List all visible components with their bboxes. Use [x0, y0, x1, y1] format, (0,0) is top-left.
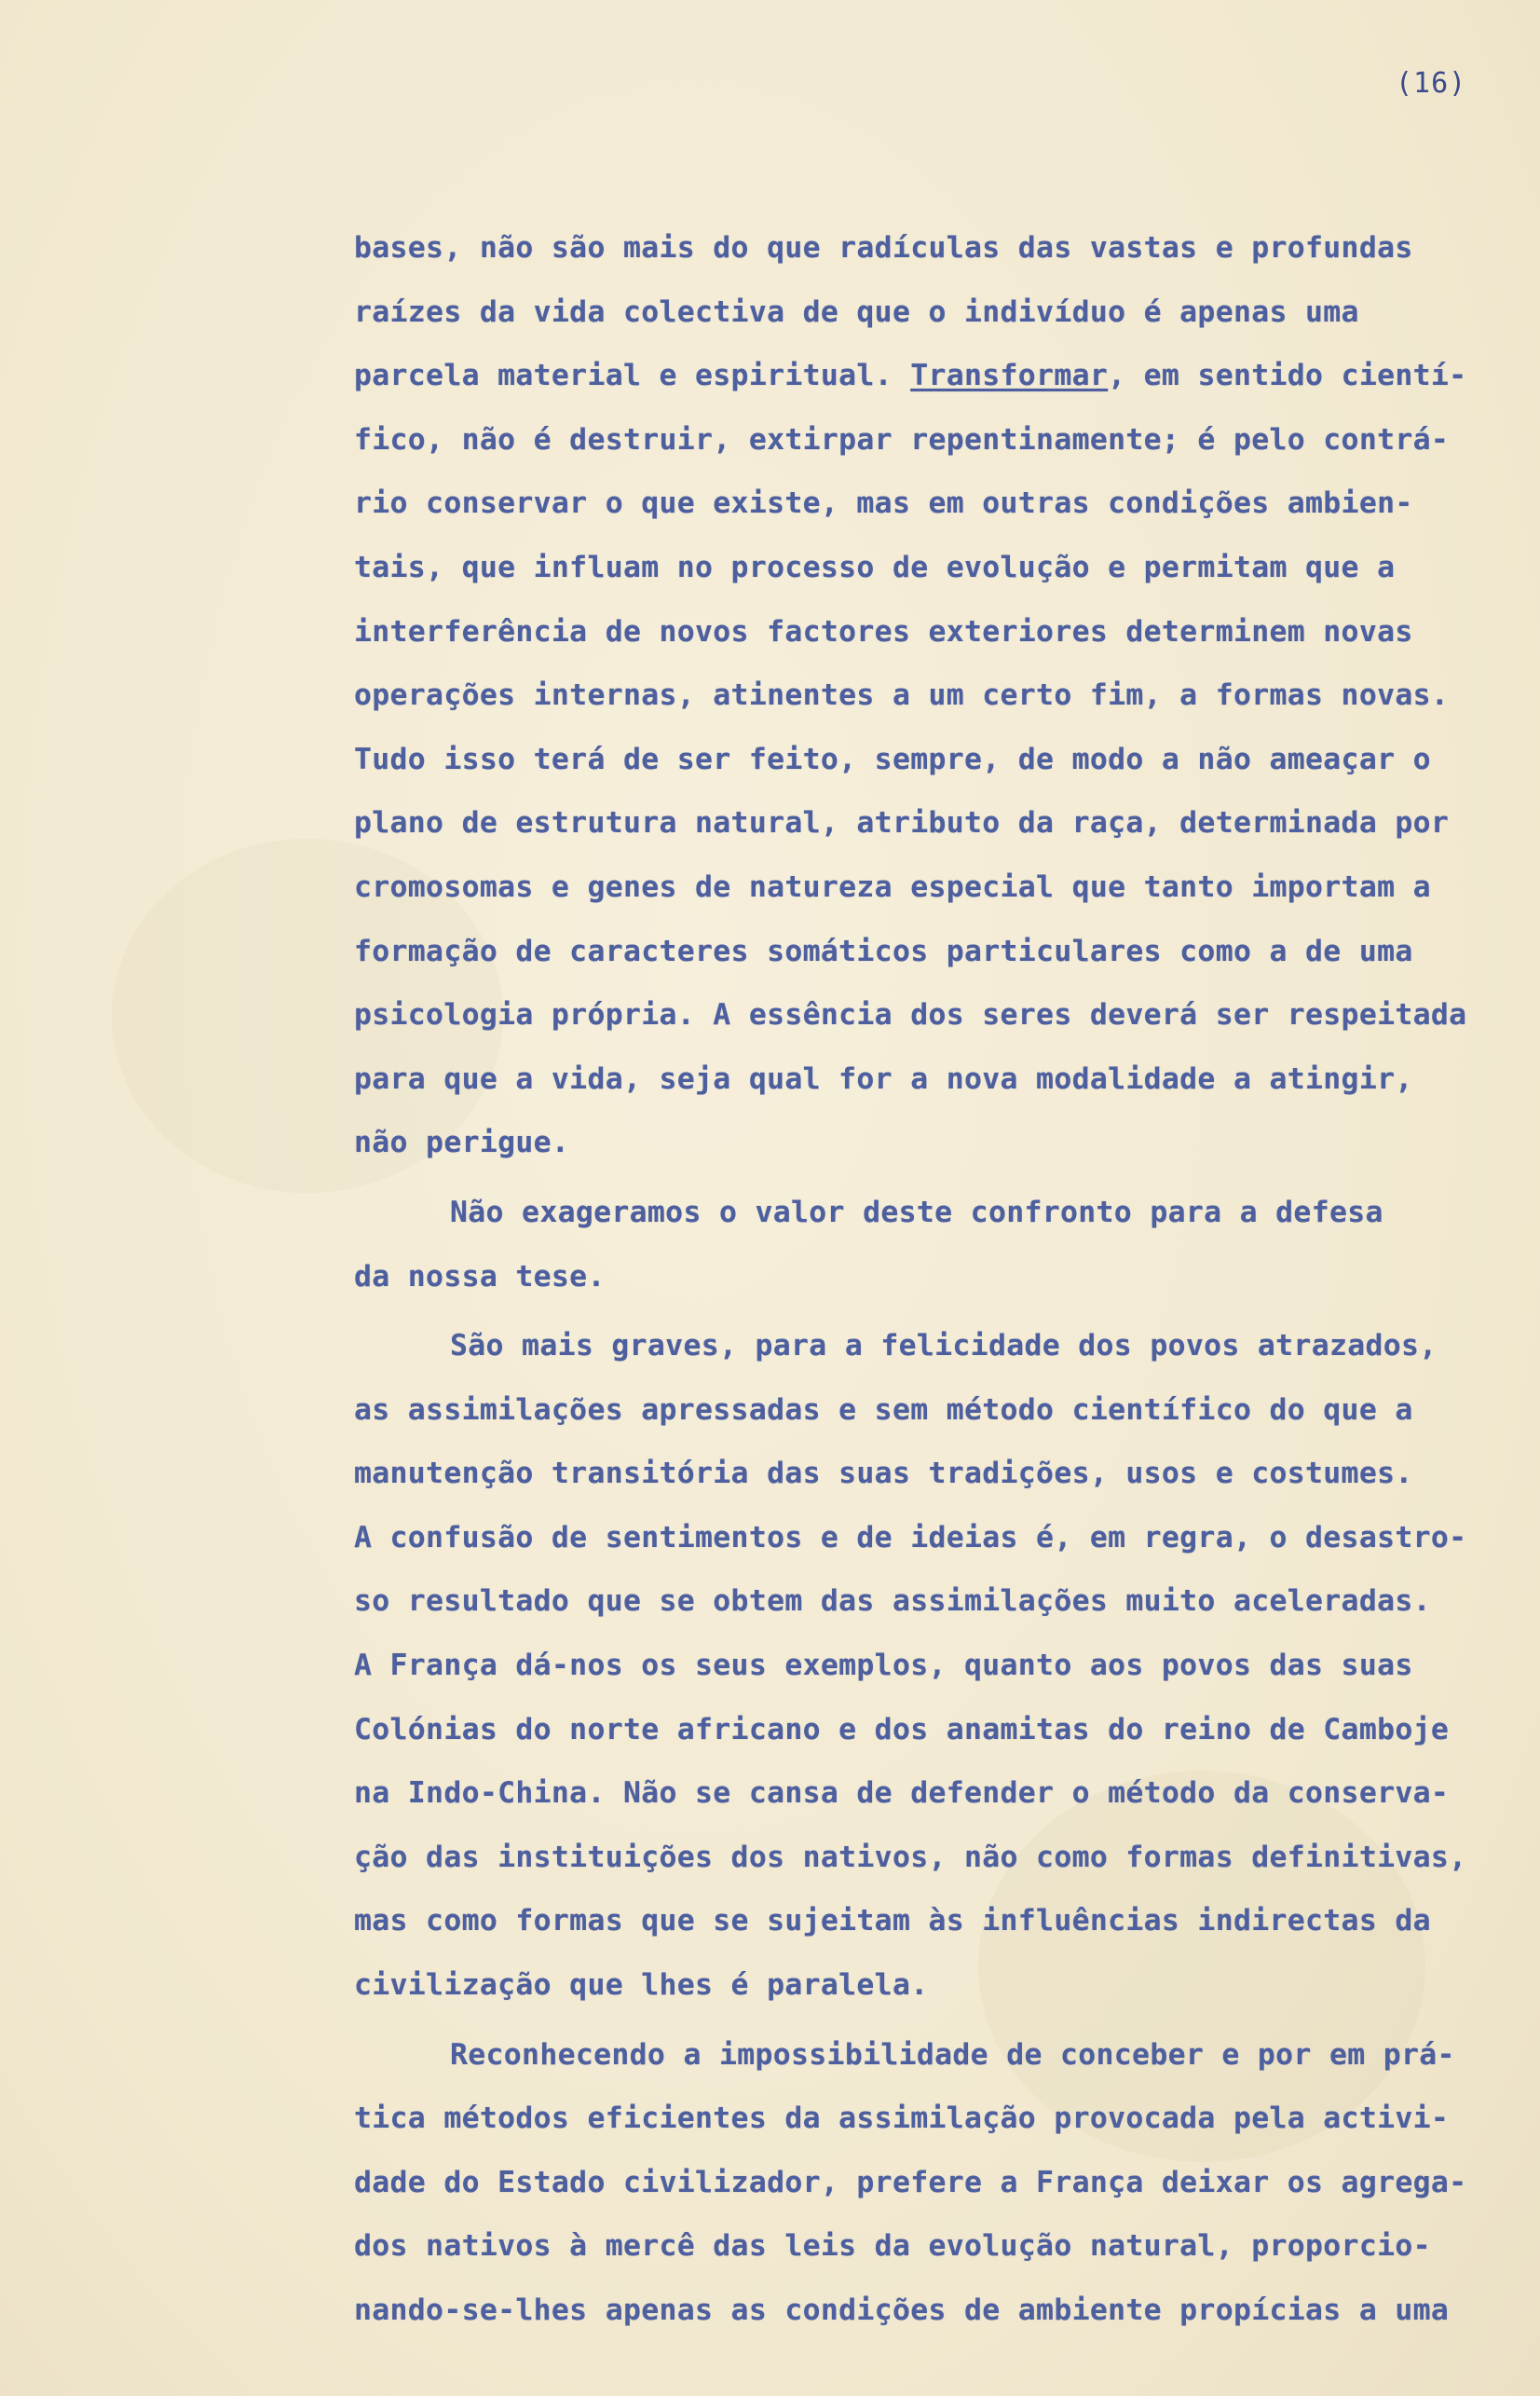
- text-line: fico, não é destruir, extirpar repentinamente; é pelo contrá-: [354, 422, 1450, 457]
- text-line: raízes da vida colectiva de que o indivíduo é apenas uma: [354, 294, 1359, 329]
- text-line: dade do Estado civilizador, prefere a França deixar os agrega-: [354, 2165, 1467, 2199]
- text-line: na Indo-China. Não se cansa de defender o método da conserva-: [354, 1776, 1450, 1811]
- text-line: interferência de novos factores exteriores determinem novas: [354, 614, 1413, 649]
- text-line: bases, não são mais do que radículas das vastas e profundas: [354, 231, 1413, 265]
- text-line: rio conservar o que existe, mas em outras condições ambien-: [354, 486, 1413, 521]
- text-line: tica métodos eficientes da assimilação provocada pela activi-: [354, 2102, 1450, 2136]
- text-line: não perigue.: [354, 1126, 570, 1160]
- text-line: A França dá-nos os seus exemplos, quanto aos povos das suas: [354, 1649, 1413, 1683]
- text-segment: , em sentido cientí-: [1108, 359, 1467, 393]
- text-line: nando-se-lhes apenas as condições de ambiente propícias a uma: [354, 2293, 1450, 2327]
- typewritten-body: [354, 216, 1500, 2343]
- text-line: A confusão de sentimentos e de ideias é, em regra, o desastro-: [354, 1520, 1467, 1554]
- paragraph: [354, 216, 1500, 1175]
- text-line: mas como formas que se sujeitam às influências indirectas da: [354, 1904, 1431, 1938]
- paragraph: [354, 1314, 1500, 2018]
- text-line: cromosomas e genes de natureza especial que tanto importam a: [354, 869, 1431, 904]
- text-line: da nossa tese.: [354, 1259, 606, 1294]
- text-line: tais, que influam no processo de evolução e permitam que a: [354, 550, 1396, 584]
- underlined-word: Transformar: [910, 359, 1109, 393]
- text-line: manutenção transitória das suas tradições, usos e costumes.: [354, 1457, 1413, 1491]
- text-line: São mais graves, para a felicidade dos povos atrazados,: [450, 1329, 1438, 1363]
- text-line: Colónias do norte africano e dos anamitas do reino de Camboje: [354, 1712, 1450, 1746]
- text-line: [354, 344, 1500, 408]
- page-number: (16): [1396, 67, 1467, 100]
- text-line: as assimilações apressadas e sem método científico do que a: [354, 1392, 1413, 1427]
- text-line: dos nativos à mercê das leis da evolução natural, proporcio-: [354, 2229, 1431, 2264]
- text-line: Reconhecendo a impossibilidade de conceber e por em prá-: [450, 2037, 1455, 2072]
- text-segment: parcela material e espiritual.: [354, 359, 911, 393]
- text-line: Não exageramos o valor deste confronto para a defesa: [450, 1195, 1383, 1229]
- paragraph: [354, 1181, 1500, 1308]
- text-line: psicologia própria. A essência dos seres deverá ser respeitada: [354, 998, 1467, 1033]
- text-line: formação de caracteres somáticos particulares como a de uma: [354, 934, 1413, 968]
- text-line: ção das instituições dos nativos, não como formas definitivas,: [354, 1840, 1467, 1874]
- text-line: Tudo isso terá de ser feito, sempre, de modo a não ameaçar o: [354, 742, 1431, 776]
- text-line: operações internas, atinentes a um certo fim, a formas novas.: [354, 678, 1450, 713]
- paragraph: [354, 2023, 1500, 2343]
- text-line: so resultado que se obtem das assimilações muito aceleradas.: [354, 1584, 1431, 1619]
- text-line: civilização que lhes é paralela.: [354, 1968, 929, 2003]
- text-line: para que a vida, seja qual for a nova modalidade a atingir,: [354, 1061, 1413, 1096]
- text-line: plano de estrutura natural, atributo da raça, determinada por: [354, 806, 1450, 841]
